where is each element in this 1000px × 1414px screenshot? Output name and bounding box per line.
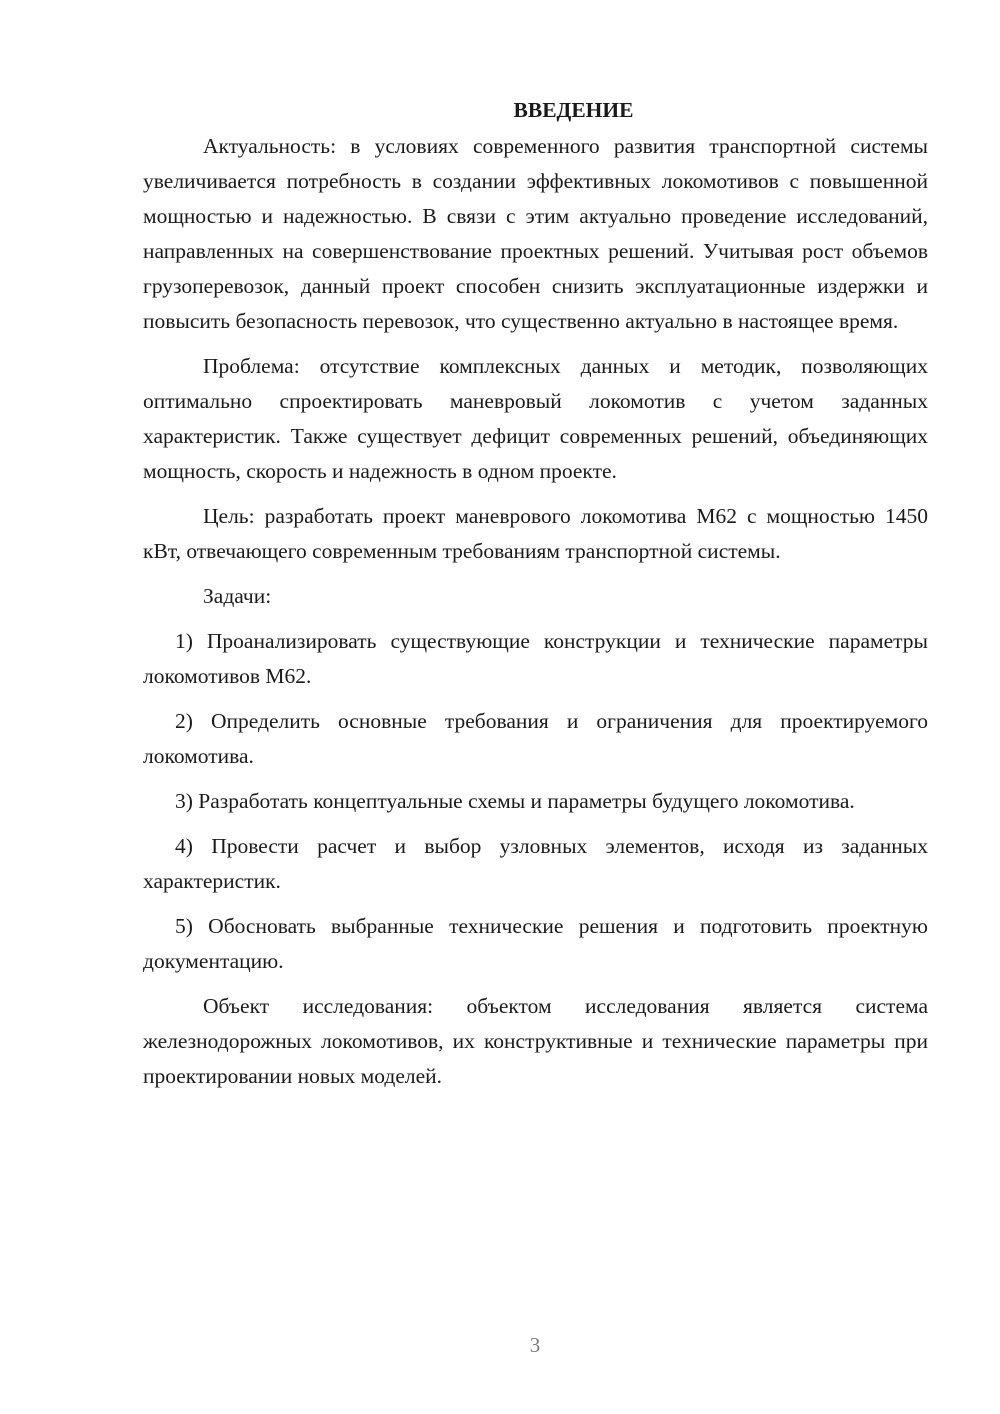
task-item: 3) Разработать концептуальные схемы и параметры будущего локомотива.: [175, 789, 855, 813]
goal-paragraph: Цель: разработать проект маневрового локомотива М62 с мощностью 1450 кВт, отвечающего современным требованиям транспортной системы.: [143, 504, 928, 563]
tasks-list: [143, 624, 928, 979]
problem-paragraph: Проблема: отсутствие комплексных данных и методик, позволяющих оптимально спроектировать маневровый локомотив с учетом заданных характеристик. Также существует дефицит современных решений, объединяющих мощность, скорость и надежность в одном проекте.: [143, 354, 928, 483]
relevance-paragraph: Актуальность: в условиях современного развития транспортной системы увеличивается потребность в создании эффективных локомотивов с повышенной мощностью и надежностью. В связи с этим актуально проведение исследований, направленных на совершенствование проектных решений. Учитывая рост объемов грузоперевозок, данный проект способен снизить эксплуатационные издержки и повысить безопасность перевозок, что существенно актуально в настоящее время.: [143, 134, 928, 333]
task-item: 5) Обосновать выбранные технические решения и подготовить проектную документацию.: [143, 914, 928, 973]
tasks-heading: Задачи:: [203, 584, 272, 608]
section-title: ВВЕДЕНИЕ: [513, 98, 634, 122]
object-paragraph: Объект исследования: объектом исследования является система железнодорожных локомотивов, их конструктивные и технические параметры при проектировании новых моделей.: [143, 994, 928, 1088]
task-item: 2) Определить основные требования и ограничения для проектируемого локомотива.: [143, 709, 928, 768]
page-number: 3: [529, 1333, 541, 1357]
document-page: [143, 93, 928, 1104]
task-item: 1) Проанализировать существующие конструкции и технические параметры локомотивов М62.: [143, 629, 928, 688]
task-item: 4) Провести расчет и выбор узловных элементов, исходя из заданных характеристик.: [143, 834, 928, 893]
